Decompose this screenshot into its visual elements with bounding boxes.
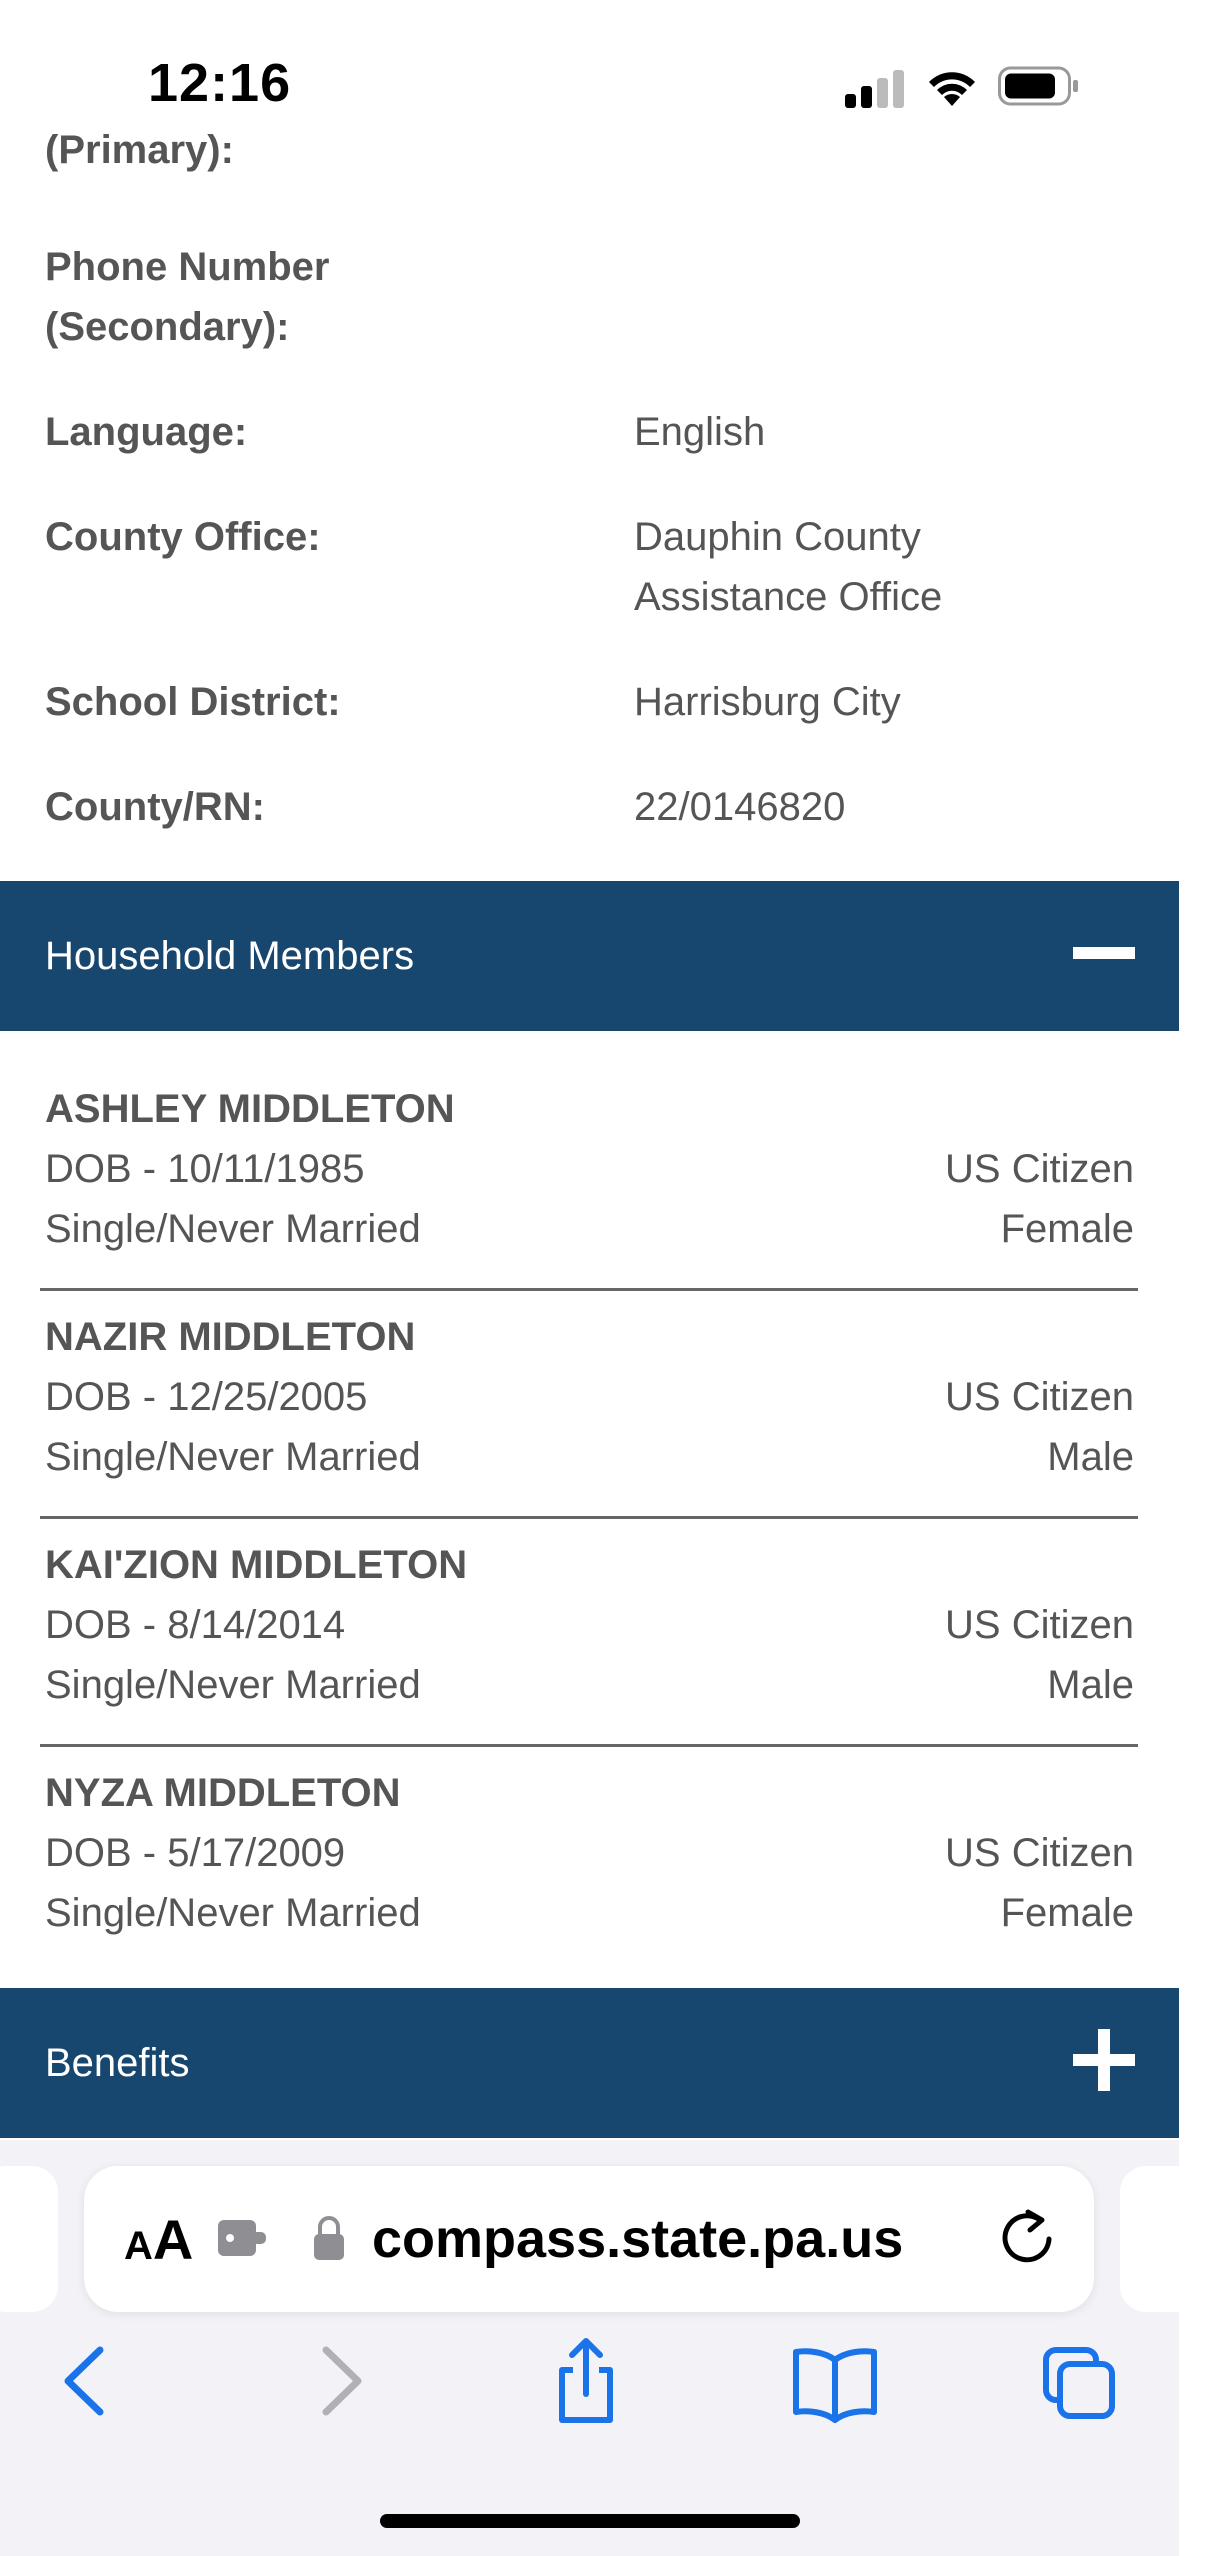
next-tab-peek[interactable] [1120, 2166, 1220, 2312]
member-gender: Male [1047, 1435, 1134, 1479]
member-marital-status: Single/Never Married [45, 1663, 421, 1707]
reload-icon[interactable] [994, 2206, 1060, 2272]
home-indicator [380, 2514, 800, 2528]
forward-icon[interactable] [300, 2336, 380, 2426]
school-district-label: School District: [45, 680, 341, 724]
wifi-icon [924, 64, 980, 108]
member-name: NYZA MIDDLETON [45, 1771, 401, 1815]
member-divider [40, 1744, 1138, 1747]
minus-icon[interactable] [1073, 922, 1135, 984]
share-icon[interactable] [546, 2336, 626, 2426]
previous-tab-peek[interactable] [0, 2166, 58, 2312]
back-icon[interactable] [46, 2336, 126, 2426]
member-gender: Male [1047, 1663, 1134, 1707]
county-office-value: Dauphin County Assistance Office [634, 515, 943, 619]
url-text[interactable]: compass.state.pa.us [372, 2209, 904, 2269]
household-members-header[interactable] [0, 881, 1179, 1031]
address-bar[interactable] [84, 2166, 1094, 2312]
county-rn-value: 22/0146820 [634, 785, 846, 829]
member-marital-status: Single/Never Married [45, 1435, 421, 1479]
member-name: KAI'ZION MIDDLETON [45, 1543, 468, 1587]
member-dob: DOB - 5/17/2009 [45, 1831, 346, 1875]
member-marital-status: Single/Never Married [45, 1891, 421, 1935]
lock-icon [312, 2214, 346, 2262]
member-citizenship: US Citizen [945, 1375, 1134, 1419]
member-dob: DOB - 10/11/1985 [45, 1147, 365, 1191]
member-divider [40, 1288, 1138, 1291]
plus-icon[interactable] [1073, 2029, 1135, 2091]
member-name: NAZIR MIDDLETON [45, 1315, 416, 1359]
member-dob: DOB - 12/25/2005 [45, 1375, 368, 1419]
cellular-signal-icon [845, 68, 905, 108]
phone-secondary-label: Phone Number (Secondary): [45, 245, 330, 349]
member-name: ASHLEY MIDDLETON [45, 1087, 455, 1131]
text-size-button[interactable]: AA [124, 2208, 194, 2271]
battery-icon [998, 66, 1080, 106]
status-time: 12:16 [148, 53, 292, 113]
household-member[interactable] [45, 1535, 1134, 1715]
member-gender: Female [1000, 1891, 1134, 1935]
member-dob: DOB - 8/14/2014 [45, 1603, 346, 1647]
language-value: English [634, 410, 766, 454]
benefits-title: Benefits [45, 2041, 190, 2085]
household-members-title: Household Members [45, 934, 415, 978]
extension-icon[interactable] [214, 2210, 270, 2266]
member-citizenship: US Citizen [945, 1831, 1134, 1875]
school-district-value: Harrisburg City [634, 680, 901, 724]
county-office-label: County Office: [45, 515, 321, 559]
household-member[interactable] [45, 1763, 1134, 1943]
bookmarks-icon[interactable] [790, 2336, 880, 2426]
member-marital-status: Single/Never Married [45, 1207, 421, 1251]
member-citizenship: US Citizen [945, 1603, 1134, 1647]
member-gender: Female [1000, 1207, 1134, 1251]
member-citizenship: US Citizen [945, 1147, 1134, 1191]
tabs-icon[interactable] [1040, 2336, 1120, 2426]
county-rn-label: County/RN: [45, 785, 265, 829]
household-member[interactable] [45, 1079, 1134, 1259]
cut-off-field-label: (Primary): [45, 128, 234, 172]
household-member[interactable] [45, 1307, 1134, 1487]
language-label: Language: [45, 410, 248, 454]
benefits-header[interactable] [0, 1988, 1179, 2138]
member-divider [40, 1516, 1138, 1519]
